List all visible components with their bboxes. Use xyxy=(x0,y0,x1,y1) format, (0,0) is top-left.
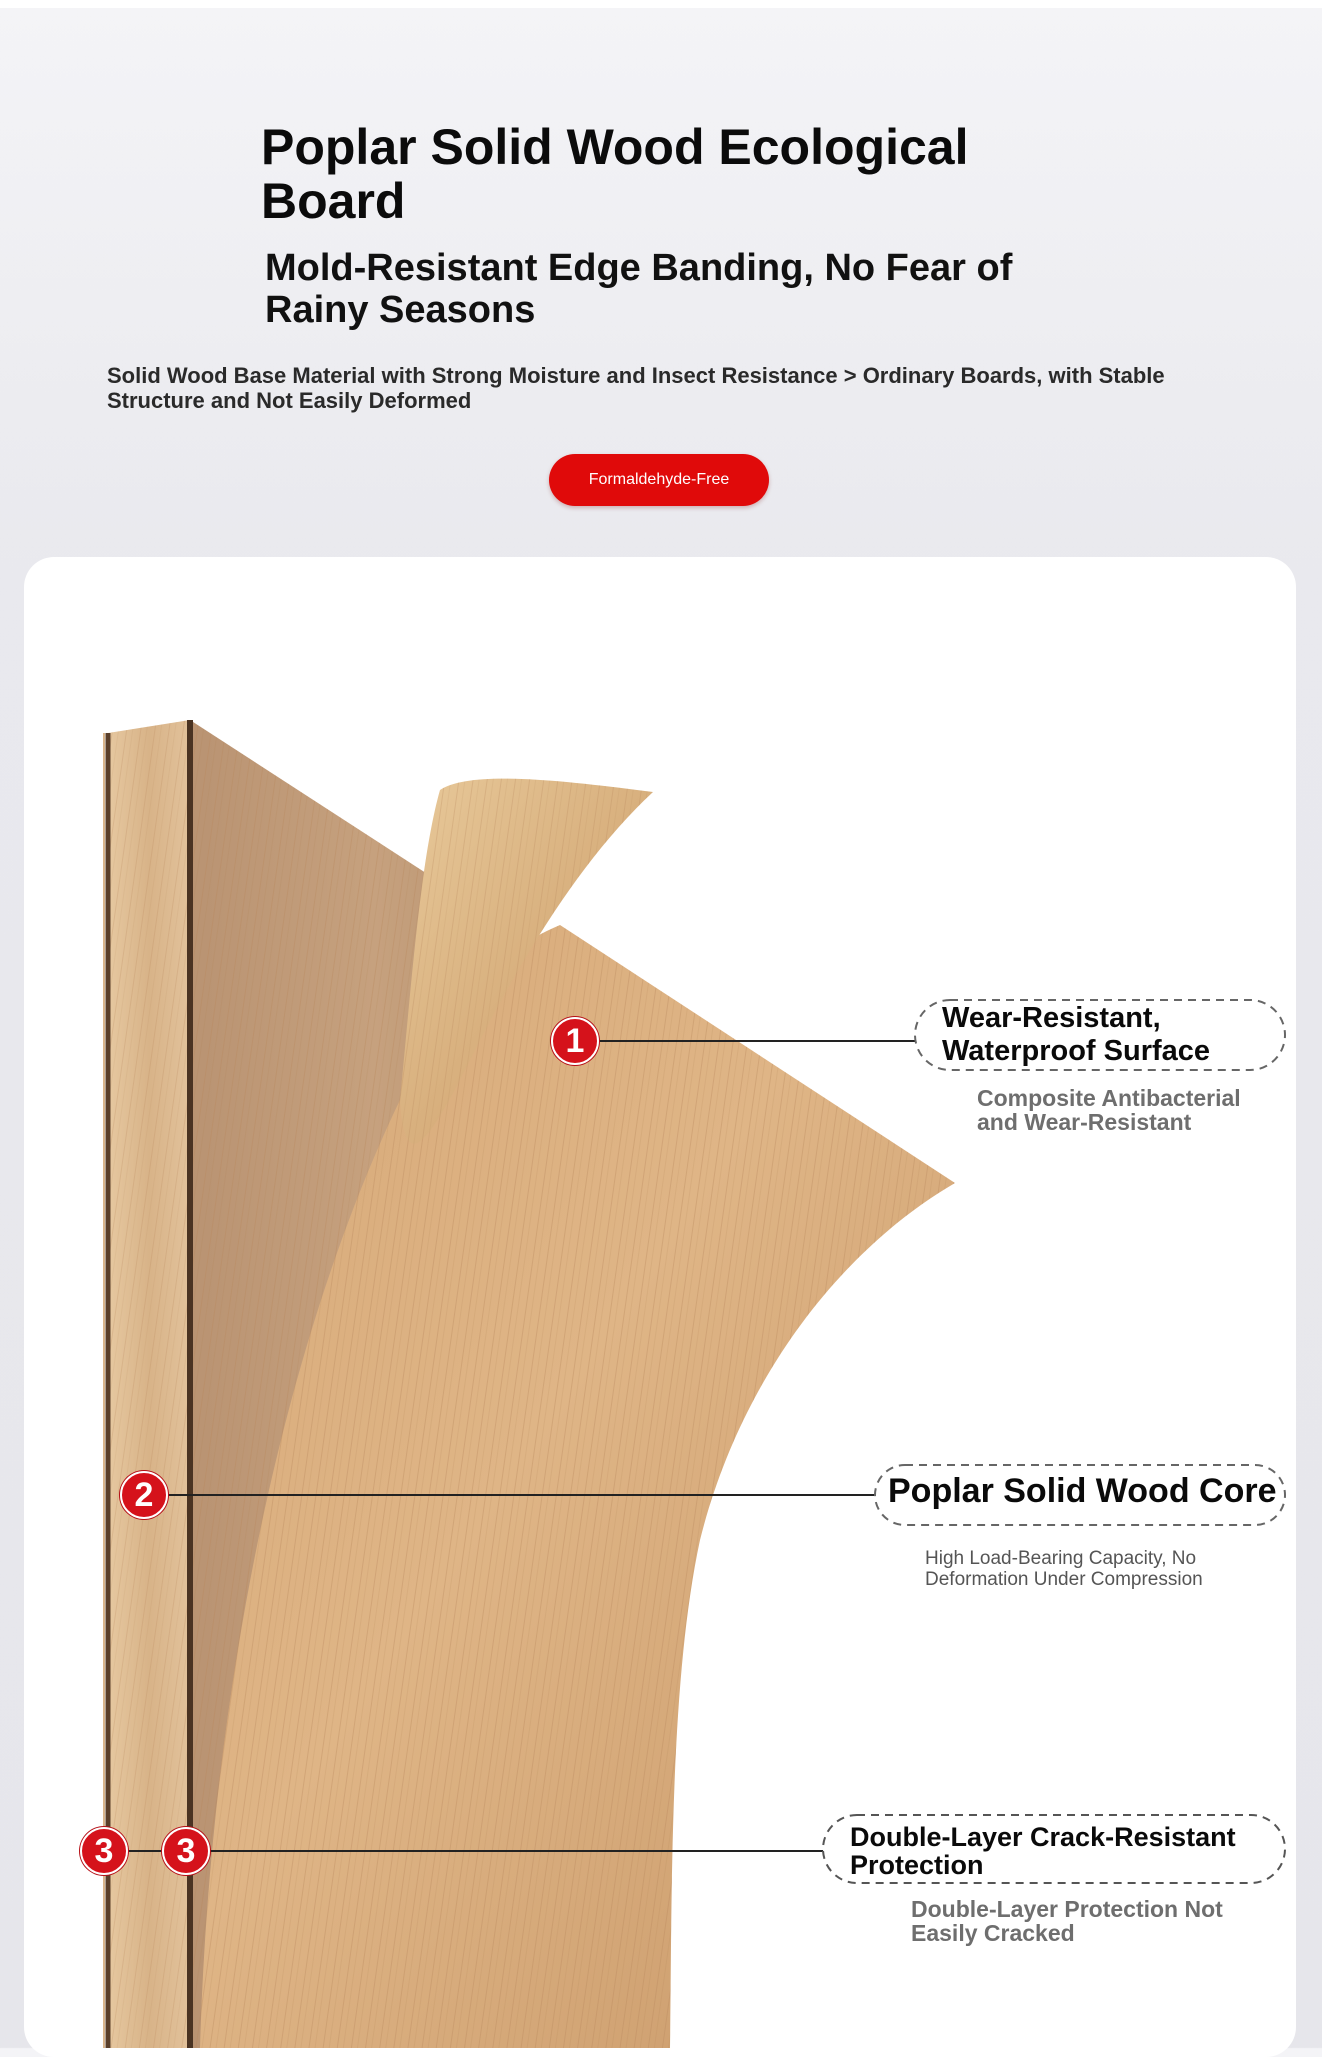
marker-3-inner: 3 xyxy=(162,1827,210,1875)
callout-subtitle-core: High Load-Bearing Capacity, No Deformation Under Compression xyxy=(925,1548,1203,1590)
page-title: Poplar Solid Wood Ecological Board xyxy=(261,119,969,229)
marker-3-outer: 3 xyxy=(80,1827,128,1875)
callout-title-protection: Double-Layer Crack-Resistant Protection xyxy=(850,1822,1236,1880)
formaldehyde-free-badge[interactable]: Formaldehyde-Free xyxy=(549,454,769,506)
callout-title-core: Poplar Solid Wood Core xyxy=(888,1472,1277,1510)
callout-subtitle-surface: Composite Antibacterial and Wear-Resistant xyxy=(977,1085,1241,1135)
marker-1: 1 xyxy=(551,1017,599,1065)
product-description: Solid Wood Base Material with Strong Moisture and Insect Resistance > Ordinary Boards, with Stable Structure and Not Easily Deformed xyxy=(107,363,1165,413)
callout-subtitle-protection: Double-Layer Protection Not Easily Cracked xyxy=(911,1896,1223,1946)
marker-2: 2 xyxy=(120,1471,168,1519)
callout-title-surface: Wear-Resistant, Waterproof Surface xyxy=(942,1002,1211,1067)
page-subtitle: Mold-Resistant Edge Banding, No Fear of Rainy Seasons xyxy=(265,247,1013,331)
